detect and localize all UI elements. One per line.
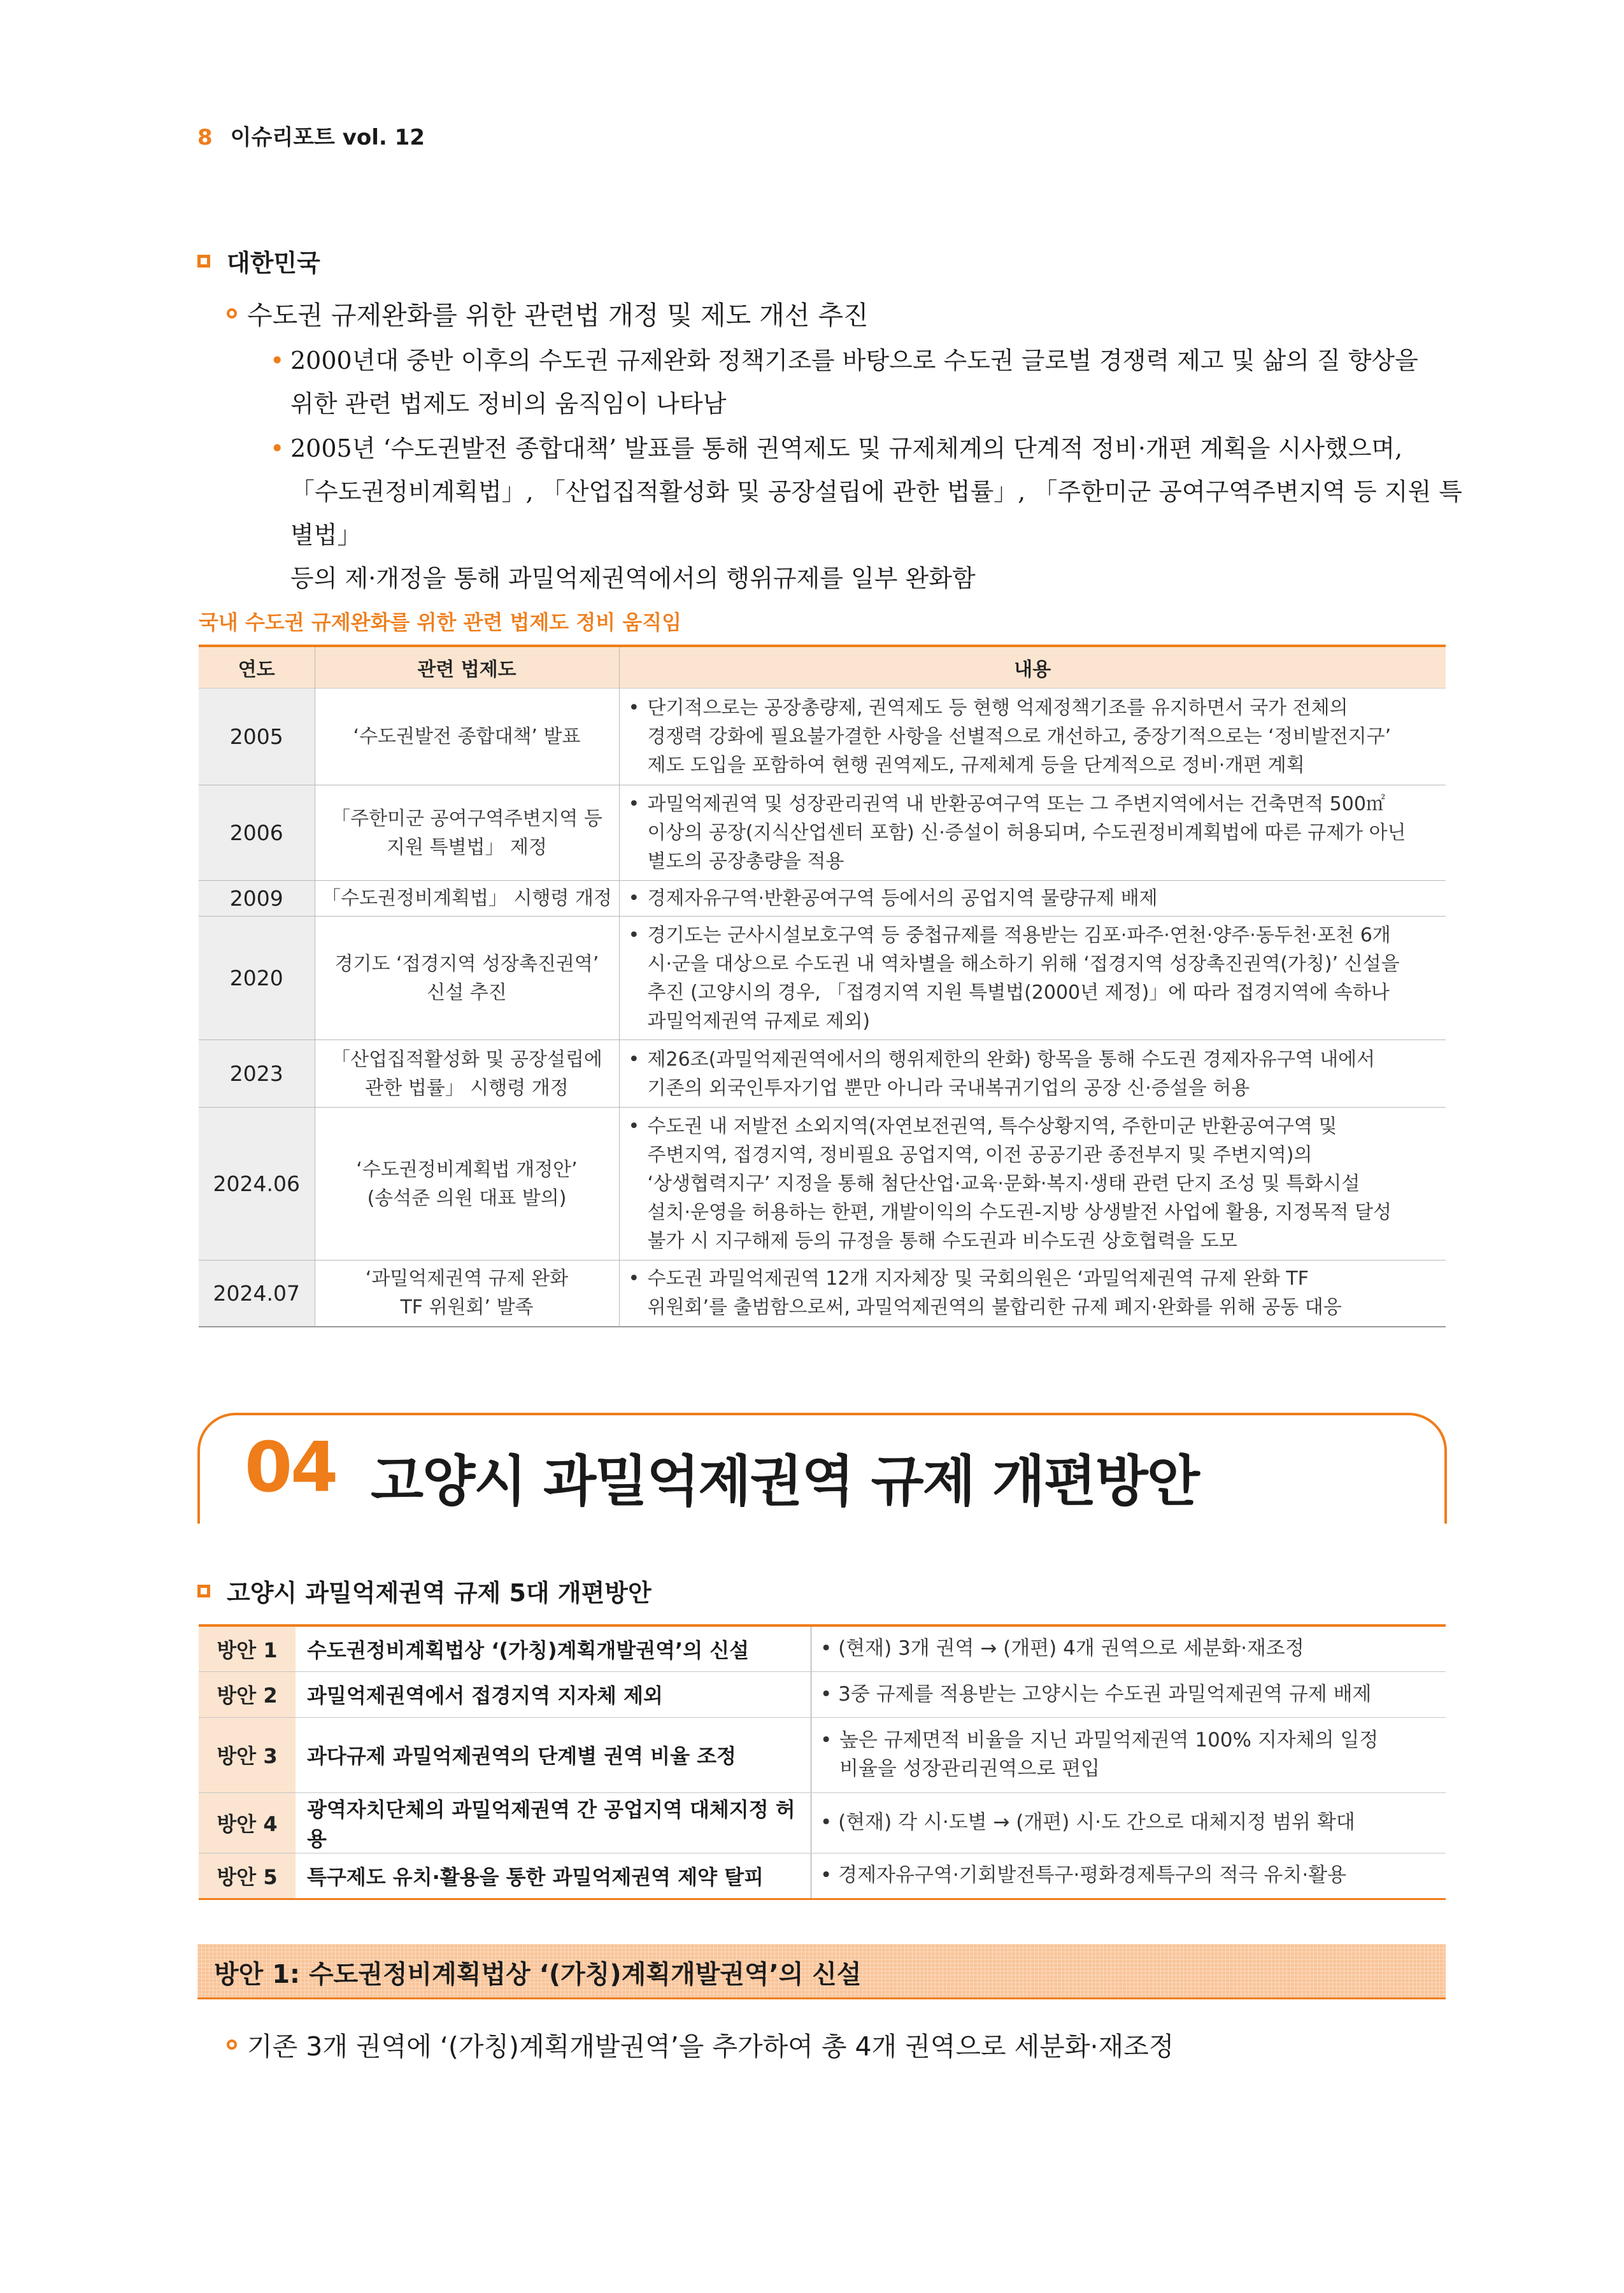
law-cell [315, 1108, 619, 1261]
bullet-line: 2000년대 중반 이후의 수도권 규제완화 정책기조를 바탕으로 수도권 글로벌 경쟁력 제고 및 삶의 질 향상을 [290, 346, 1418, 375]
page-number: 8 [197, 125, 213, 150]
content-cell [619, 1040, 1446, 1108]
year-cell: 2005 [199, 689, 315, 785]
table-row [199, 881, 1446, 917]
korea-heading-text: 대한민국 [227, 249, 320, 277]
korea-bullet-1 [270, 339, 1475, 425]
law-line: 「산업집적활성화 및 공장설립에 [331, 1048, 602, 1071]
content-line: 주변지역, 접경지역, 정비필요 공업지역, 이전 공공기관 종전부지 및 주변지역)의 [647, 1144, 1313, 1166]
content-item: • 경제자유구역·반환공여구역 등에서의 공업지역 물량규제 배제 [628, 887, 1158, 910]
column-header-year: 연도 [199, 646, 315, 689]
plans-heading-text: 고양시 과밀억제권역 규제 5대 개편방안 [227, 1579, 652, 1607]
bullet-line: 등의 제·개정을 통해 과밀억제권역에서의 행위규제를 일부 완화함 [290, 564, 976, 592]
content-line: 불가 시 지구해제 등의 규정을 통해 수도권과 비수도권 상호협력을 도모 [647, 1230, 1237, 1252]
plan-row [199, 1671, 1446, 1717]
law-line: 관한 법률」 시행령 개정 [365, 1076, 569, 1099]
plan1-point [227, 2025, 1174, 2063]
dot-bullet-icon: • [820, 1682, 839, 1706]
law-cell [315, 785, 619, 881]
content-item: • 수도권 과밀억제권역 12개 지자체장 및 국회의원은 ‘과밀억제권역 규제 완화 TF 위원회’를 출범함으로써, 과밀억제권역의 불합리한 규제 폐지·완화를 위해 공동 대응 [628, 1268, 1342, 1319]
table-row [199, 785, 1446, 881]
plan-label: 방안 3 [199, 1717, 296, 1792]
content-line: 위원회’를 출범함으로써, 과밀억제권역의 불합리한 규제 폐지·완화를 위해 공동 대응 [647, 1296, 1342, 1319]
table1-caption: 국내 수도권 규제완화를 위한 관련 법제도 정비 움직임 [199, 610, 682, 634]
plans-table [199, 1624, 1446, 1900]
content-line: 설치·운영을 허용하는 한편, 개발이익의 수도권-지방 상생발전 사업에 활용, 지정목적 달성 [647, 1201, 1392, 1224]
korea-bullet-2 [270, 427, 1475, 600]
content-item: • 수도권 내 저발전 소외지역(자연보전권역, 특수상황지역, 주한미군 반환공여구역 및 주변지역, 접경지역, 정비필요 공업지역, 이전 공공기관 종전부지 및 주변지역)의 ‘상생협력지구’ 지정을 통해 첨단산업·교육·문화·복지·생태 관련 단지 조성 및 특화시설 설치·운영을 허용하는 한편, 개발이익의 수도권-지방 상생발전 사업에 활용, 지정목적 달성 불가 시 지구해제 등의 규정을 통해 수도권과 비수도권 상호협력을 도모 [628, 1115, 1392, 1252]
plan-name: 과다규제 과밀억제권역의 단계별 권역 비율 조정 [296, 1717, 811, 1792]
plan-desc [811, 1792, 1446, 1853]
content-line: 제26조(과밀억제권역에서의 행위제한의 완화) 항목을 통해 수도권 경제자유구역 내에서 [647, 1048, 1376, 1071]
plan1-point-text: 기존 3개 권역에 ‘(가칭)계획개발권역’을 추가하여 총 4개 권역으로 세분화·재조정 [247, 2031, 1174, 2062]
plan-desc-line: 3중 규제를 적용받는 고양시는 수도권 과밀억제권역 규제 배제 [838, 1682, 1372, 1706]
year-cell: 2023 [199, 1040, 315, 1108]
plan-desc [811, 1717, 1446, 1792]
year-cell: 2009 [199, 881, 315, 917]
dot-bullet-icon: • [820, 1729, 832, 1752]
plan-name: 특구제도 유치·활용을 통한 과밀억제권역 제약 탈피 [296, 1853, 811, 1899]
plan-name: 광역자치단체의 과밀억제권역 간 공업지역 대체지정 허용 [296, 1792, 811, 1853]
law-line: 신설 추진 [427, 981, 507, 1004]
law-cell [315, 1261, 619, 1327]
content-line: 경쟁력 강화에 필요불가결한 사항을 선별적으로 개선하고, 중장기적으로는 ‘정비발전지구’ [647, 725, 1392, 748]
plan-label: 방안 5 [199, 1853, 296, 1899]
content-line: 단기적으로는 공장총량제, 권역제도 등 현행 억제정책기조를 유지하면서 국가 전체의 [647, 697, 1348, 719]
year-cell: 2024.06 [199, 1108, 315, 1261]
plan-desc [811, 1625, 1446, 1671]
content-line: 수도권 내 저발전 소외지역(자연보전권역, 특수상황지역, 주한미군 반환공여구역 및 [647, 1115, 1337, 1138]
law-line: ‘과밀억제권역 규제 완화 [365, 1268, 569, 1290]
law-line: TF 위원회’ 발족 [400, 1296, 534, 1319]
content-cell [619, 1108, 1446, 1261]
content-line: 기존의 외국인투자기업 뿐만 아니라 국내복귀기업의 공장 신·증설을 허용 [647, 1076, 1250, 1099]
plan-desc-line: 비율을 성장관리권역으로 편입 [839, 1757, 1100, 1780]
square-bullet-icon [197, 255, 210, 268]
publication-title: 이슈리포트 vol. 12 [230, 125, 425, 150]
plan-row [199, 1792, 1446, 1853]
plan-row [199, 1717, 1446, 1792]
column-header-content: 내용 [619, 646, 1446, 689]
law-cell [315, 1040, 619, 1108]
law-cell [315, 689, 619, 785]
bullet-line: 2005년 ‘수도권발전 종합대책’ 발표를 통해 권역제도 및 규제체계의 단계적 정비·개편 계획을 시사했으며, [290, 434, 1403, 462]
dot-bullet-icon: • [820, 1637, 839, 1661]
table-row [199, 1261, 1446, 1327]
content-cell [619, 881, 1446, 917]
content-line: 과밀억제권역 규제로 제외) [647, 1010, 871, 1032]
plan1-band [197, 1944, 1446, 1999]
circle-bullet-icon [227, 2039, 237, 2050]
plan-name: 과밀억제권역에서 접경지역 지자체 제외 [296, 1671, 811, 1717]
plan-desc-line: (현재) 각 시·도별 → (개편) 시·도 간으로 대체지정 범위 확대 [838, 1811, 1355, 1834]
plan-label: 방안 2 [199, 1671, 296, 1717]
dot-bullet-icon: • [820, 1811, 839, 1834]
content-cell [619, 785, 1446, 881]
law-cell [315, 881, 619, 917]
content-item: • 과밀억제권역 및 성장관리권역 내 반환공여구역 또는 그 주변지역에서는 건축면적 500㎡ 이상의 공장(지식산업센터 포함) 신·증설이 허용되며, 수도권정비계획법에 따른 규제가 아닌 별도의 공장총량을 적용 [628, 793, 1406, 873]
year-cell: 2006 [199, 785, 315, 881]
law-line: (송석준 의원 대표 발의) [367, 1187, 567, 1210]
dot-bullet-icon: • [270, 434, 285, 462]
plans-section-heading [197, 1573, 652, 1608]
korea-sub-heading-text: 수도권 규제완화를 위한 관련법 개정 및 제도 개선 추진 [247, 300, 869, 331]
dot-bullet-icon: • [270, 346, 285, 375]
plan-row [199, 1625, 1446, 1671]
law-line: 「수도권정비계획법」 시행령 개정 [322, 887, 612, 910]
plan-row [199, 1853, 1446, 1899]
content-item [820, 1726, 1445, 1783]
plan1-band-title: 방안 1: 수도권정비계획법상 ‘(가칭)계획개발권역’의 신설 [214, 1960, 862, 1989]
law-line: 지원 특별법」 제정 [387, 836, 547, 859]
table-row [199, 917, 1446, 1040]
law-cell [315, 917, 619, 1040]
plan-desc [811, 1671, 1446, 1717]
dot-bullet-icon: • [820, 1864, 839, 1887]
content-line: 경기도는 군사시설보호구역 등 중첩규제를 적용받는 김포·파주·연천·양주·동두천·포천 6개 [647, 924, 1391, 946]
korea-section-heading [197, 243, 320, 278]
content-line: 제도 도입을 포함하여 현행 권역제도, 규제체계 등을 단계적으로 정비·개편 계획 [647, 754, 1305, 776]
bullet-line: 「수도권정비계획법」, 「산업집적활성화 및 공장설립에 관한 법률」, 「주한미군 공여구역주변지역 등 지원 특별법」 [290, 478, 1462, 549]
plan-desc-line: 경제자유구역·기회발전특구·평화경제특구의 적극 유치·활용 [838, 1864, 1347, 1887]
content-item: • 제26조(과밀억제권역에서의 행위제한의 완화) 항목을 통해 수도권 경제자유구역 내에서 기존의 외국인투자기업 뿐만 아니라 국내복귀기업의 공장 신·증설을 허용 [628, 1048, 1376, 1099]
content-item: • 단기적으로는 공장총량제, 권역제도 등 현행 억제정책기조를 유지하면서 국가 전체의 경쟁력 강화에 필요불가결한 사항을 선별적으로 개선하고, 중장기적으로는 ‘정비발전지구’ 제도 도입을 포함하여 현행 권역제도, 규제체계 등을 단계적으로 정비·개편 계획 [628, 697, 1392, 776]
content-line: ‘상생협력지구’ 지정을 통해 첨단산업·교육·문화·복지·생태 관련 단지 조성 및 특화시설 [647, 1173, 1360, 1195]
law-line: 경기도 ‘접경지역 성장촉진권역’ [334, 952, 599, 975]
law-line: 「주한미군 공여구역주변지역 등 [331, 807, 602, 830]
year-cell: 2024.07 [199, 1261, 315, 1327]
bullet-line: 위한 관련 법제도 정비의 움직임이 나타남 [290, 390, 727, 418]
plan-desc [811, 1853, 1446, 1899]
content-line: 시·군을 대상으로 수도권 내 역차별을 해소하기 위해 ‘접경지역 성장촉진권역(가칭)’ 신설을 [647, 952, 1400, 975]
circle-bullet-icon [227, 308, 237, 318]
year-cell: 2020 [199, 917, 315, 1040]
content-cell [619, 689, 1446, 785]
table-row [199, 1108, 1446, 1261]
table-row [199, 689, 1446, 785]
content-line: 과밀억제권역 및 성장관리권역 내 반환공여구역 또는 그 주변지역에서는 건축면적 500㎡ [647, 793, 1385, 815]
content-line: 경제자유구역·반환공여구역 등에서의 공업지역 물량규제 배제 [647, 887, 1158, 910]
law-history-table [199, 645, 1446, 1327]
content-cell [619, 1261, 1446, 1327]
column-header-law: 관련 법제도 [315, 646, 619, 689]
plan-label: 방안 1 [199, 1625, 296, 1671]
plan-label: 방안 4 [199, 1792, 296, 1853]
square-bullet-icon [197, 1585, 210, 1597]
law-line: ‘수도권정비계획법 개정안’ [356, 1158, 578, 1181]
plan-name: 수도권정비계획법상 ‘(가칭)계획개발권역’의 신설 [296, 1625, 811, 1671]
korea-sub-heading [227, 294, 869, 332]
content-line: 별도의 공장총량을 적용 [647, 850, 844, 873]
content-line: 수도권 과밀억제권역 12개 지자체장 및 국회의원은 ‘과밀억제권역 규제 완화 TF [647, 1268, 1309, 1290]
table-row [199, 1040, 1446, 1108]
section-title: 고양시 과밀억제권역 규제 개편방안 [371, 1450, 1199, 1513]
content-item: • 경기도는 군사시설보호구역 등 중첩규제를 적용받는 김포·파주·연천·양주·동두천·포천 6개 시·군을 대상으로 수도권 내 역차별을 해소하기 위해 ‘접경지역 성장촉진권역(가칭)’ 신설을 추진 (고양시의 경우, 「접경지역 지원 특별법(2000년 제정)」에 따라 접경지역에 속하나 과밀억제권역 규제로 제외) [628, 924, 1400, 1032]
law-line: ‘수도권발전 종합대책’ 발표 [353, 725, 581, 748]
section-number: 04 [245, 1428, 337, 1508]
content-line: 추진 (고양시의 경우, 「접경지역 지원 특별법(2000년 제정)」에 따라 접경지역에 속하나 [647, 981, 1390, 1004]
content-cell [619, 917, 1446, 1040]
table-header-row [199, 646, 1446, 689]
content-line: 이상의 공장(지식산업센터 포함) 신·증설이 허용되며, 수도권정비계획법에 따른 규제가 아닌 [647, 822, 1406, 844]
page-header [197, 120, 425, 151]
plan-desc-line: 높은 규제면적 비율을 지닌 과밀억제권역 100% 지자체의 일정 [839, 1729, 1379, 1752]
section-banner [197, 1413, 1447, 1524]
plan-desc-line: (현재) 3개 권역 → (개편) 4개 권역으로 세분화·재조정 [838, 1637, 1304, 1661]
